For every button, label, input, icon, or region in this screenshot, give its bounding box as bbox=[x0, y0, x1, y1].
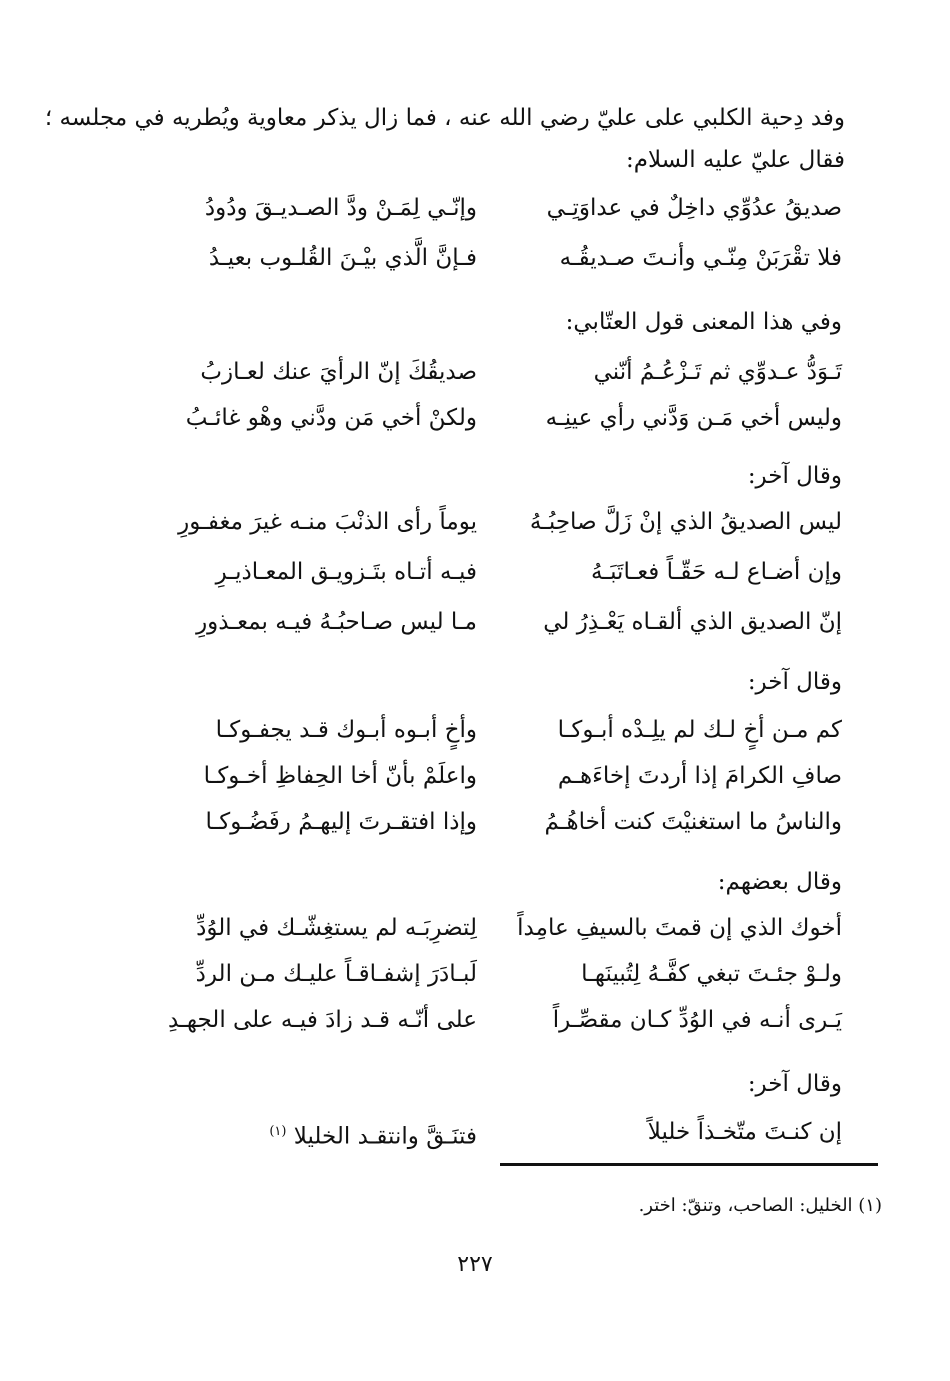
verse-second-hemistich: لَبـادَرَ إشفـاقـاً عليـك مـن الردِّ bbox=[195, 961, 477, 987]
verse-line bbox=[150, 186, 842, 230]
verse-first-hemistich: والناسُ ما استغنيْتَ كنت أخاهُـمُ bbox=[544, 809, 842, 835]
verse-line bbox=[150, 998, 842, 1042]
verse-first-hemistich: صافِ الكرامَ إذا أردتَ إخاءَهـم bbox=[557, 763, 842, 789]
footnote: (١) الخليل: الصاحب، وتنقّ: اختر. bbox=[638, 1195, 882, 1216]
verse-line bbox=[150, 754, 842, 798]
verse-line bbox=[150, 236, 842, 280]
verse-first-hemistich: وإن أضـاع لـه حَقّـاً فعـاتَبَـهُ bbox=[591, 559, 842, 585]
verse-line bbox=[150, 500, 842, 544]
intro-line-1: وفد دِحية الكلبي على عليّ رضي الله عنه ، فما زال يذكر معاوية ويُطريه في مجلسه ؛ bbox=[44, 105, 845, 131]
verse-line bbox=[150, 906, 842, 950]
verse-second-hemistich: مـا ليس صـاحبُـهُ فيـه بمعـذورِ bbox=[196, 609, 477, 635]
section-heading: وقال آخر: bbox=[747, 1071, 842, 1097]
verse-first-hemistich: إن كنـتَ متّخـذاً خليلاً bbox=[647, 1119, 842, 1145]
section-heading: وقال آخر: bbox=[747, 669, 842, 695]
verse-second-hemistich bbox=[147, 1110, 477, 1159]
verse-second-hemistich: وأخٍ أبـوه أبـوك قـد يجفـوكـا bbox=[215, 717, 477, 743]
verse-second-hemistich-text: فتنَـقَّ وانتقـد الخليلا bbox=[293, 1123, 477, 1150]
verse-line bbox=[150, 708, 842, 752]
verse-second-hemistich: يوماً رأى الذنْبَ منـه غيرَ مغفـورِ bbox=[178, 509, 477, 535]
verse-second-hemistich: وإنّـي لِمَـنْ ودَّ الصـديـقَ ودُودُ bbox=[204, 195, 477, 221]
section-heading: وقال آخر: bbox=[747, 463, 842, 489]
intro-line-2: فقال عليّ عليه السلام: bbox=[625, 147, 845, 173]
verse-first-hemistich: كم مـن أخٍ لـك لم يلِـدْه أبـوكـا bbox=[557, 717, 842, 743]
verse-line bbox=[150, 1110, 842, 1154]
verse-first-hemistich: تَـوَدُّ عـدوِّي ثم تَـزْعُـمُ أنّني bbox=[593, 359, 842, 385]
verse-line bbox=[150, 550, 842, 594]
verse-second-hemistich: لِتضرِبَـه لم يستغِشّـك في الوُدِّ bbox=[196, 915, 477, 941]
verse-second-hemistich: واعلَمْ بأنّ أخا الحِفاظِ أخـوكـا bbox=[203, 763, 477, 789]
section-heading: وقال بعضهم: bbox=[717, 869, 842, 895]
page-number: ٢٢٧ bbox=[457, 1252, 493, 1277]
verse-first-hemistich: فلا تقْرَبَنْ مِنّـي وأنـتَ صـديقُـه bbox=[559, 245, 842, 271]
verse-first-hemistich: صديقُ عدُوِّي داخِلٌ في عداوَتِـي bbox=[546, 195, 842, 221]
verse-second-hemistich: ولكنْ أخي مَن ودَّني وهْو غائـبُ bbox=[185, 405, 477, 431]
section-heading: وفي هذا المعنى قول العتّابي: bbox=[565, 309, 842, 335]
verse-line bbox=[150, 350, 842, 394]
verse-first-hemistich: إنّ الصديق الذي ألقـاه يَعْـذِرُ لي bbox=[543, 609, 842, 635]
footnote-separator bbox=[500, 1163, 878, 1166]
verse-first-hemistich: أخوك الذي إن قمتَ بالسيفِ عامِداً bbox=[517, 915, 842, 941]
verse-second-hemistich: وإذا افتقـرتَ إليهـمُ رفَضُـوكـا bbox=[205, 809, 477, 835]
verse-first-hemistich: يَـرى أنـه في الوُدِّ كـان مقصِّـراً bbox=[552, 1007, 842, 1033]
verse-second-hemistich: صديقُكَ إنّ الرأيَ عنك لعـازبُ bbox=[200, 359, 477, 385]
footnote-marker: (١) bbox=[269, 1124, 287, 1139]
verse-second-hemistich: فـإنَّ الَّذي بيْـنَ القُلـوب بعيـدُ bbox=[208, 245, 477, 271]
verse-first-hemistich: وليس أخي مَـن وَدَّني رأي عينِـه bbox=[545, 405, 842, 431]
verse-second-hemistich: فيـه أتـاه بتَـزويـق المعـاذيـرِ bbox=[215, 559, 477, 585]
verse-line bbox=[150, 396, 842, 440]
verse-second-hemistich: على أنّـه قـد زادَ فيـه على الجهـدِ bbox=[168, 1007, 477, 1033]
verse-line bbox=[150, 600, 842, 644]
verse-line bbox=[150, 800, 842, 844]
verse-first-hemistich: ليس الصديقُ الذي إنْ زَلَّ صاحِبُـهُ bbox=[529, 509, 842, 535]
verse-line bbox=[150, 952, 842, 996]
verse-first-hemistich: ولـوْ جئـتَ تبغي كفَّـهُ لِتُبينَهـا bbox=[581, 961, 842, 987]
